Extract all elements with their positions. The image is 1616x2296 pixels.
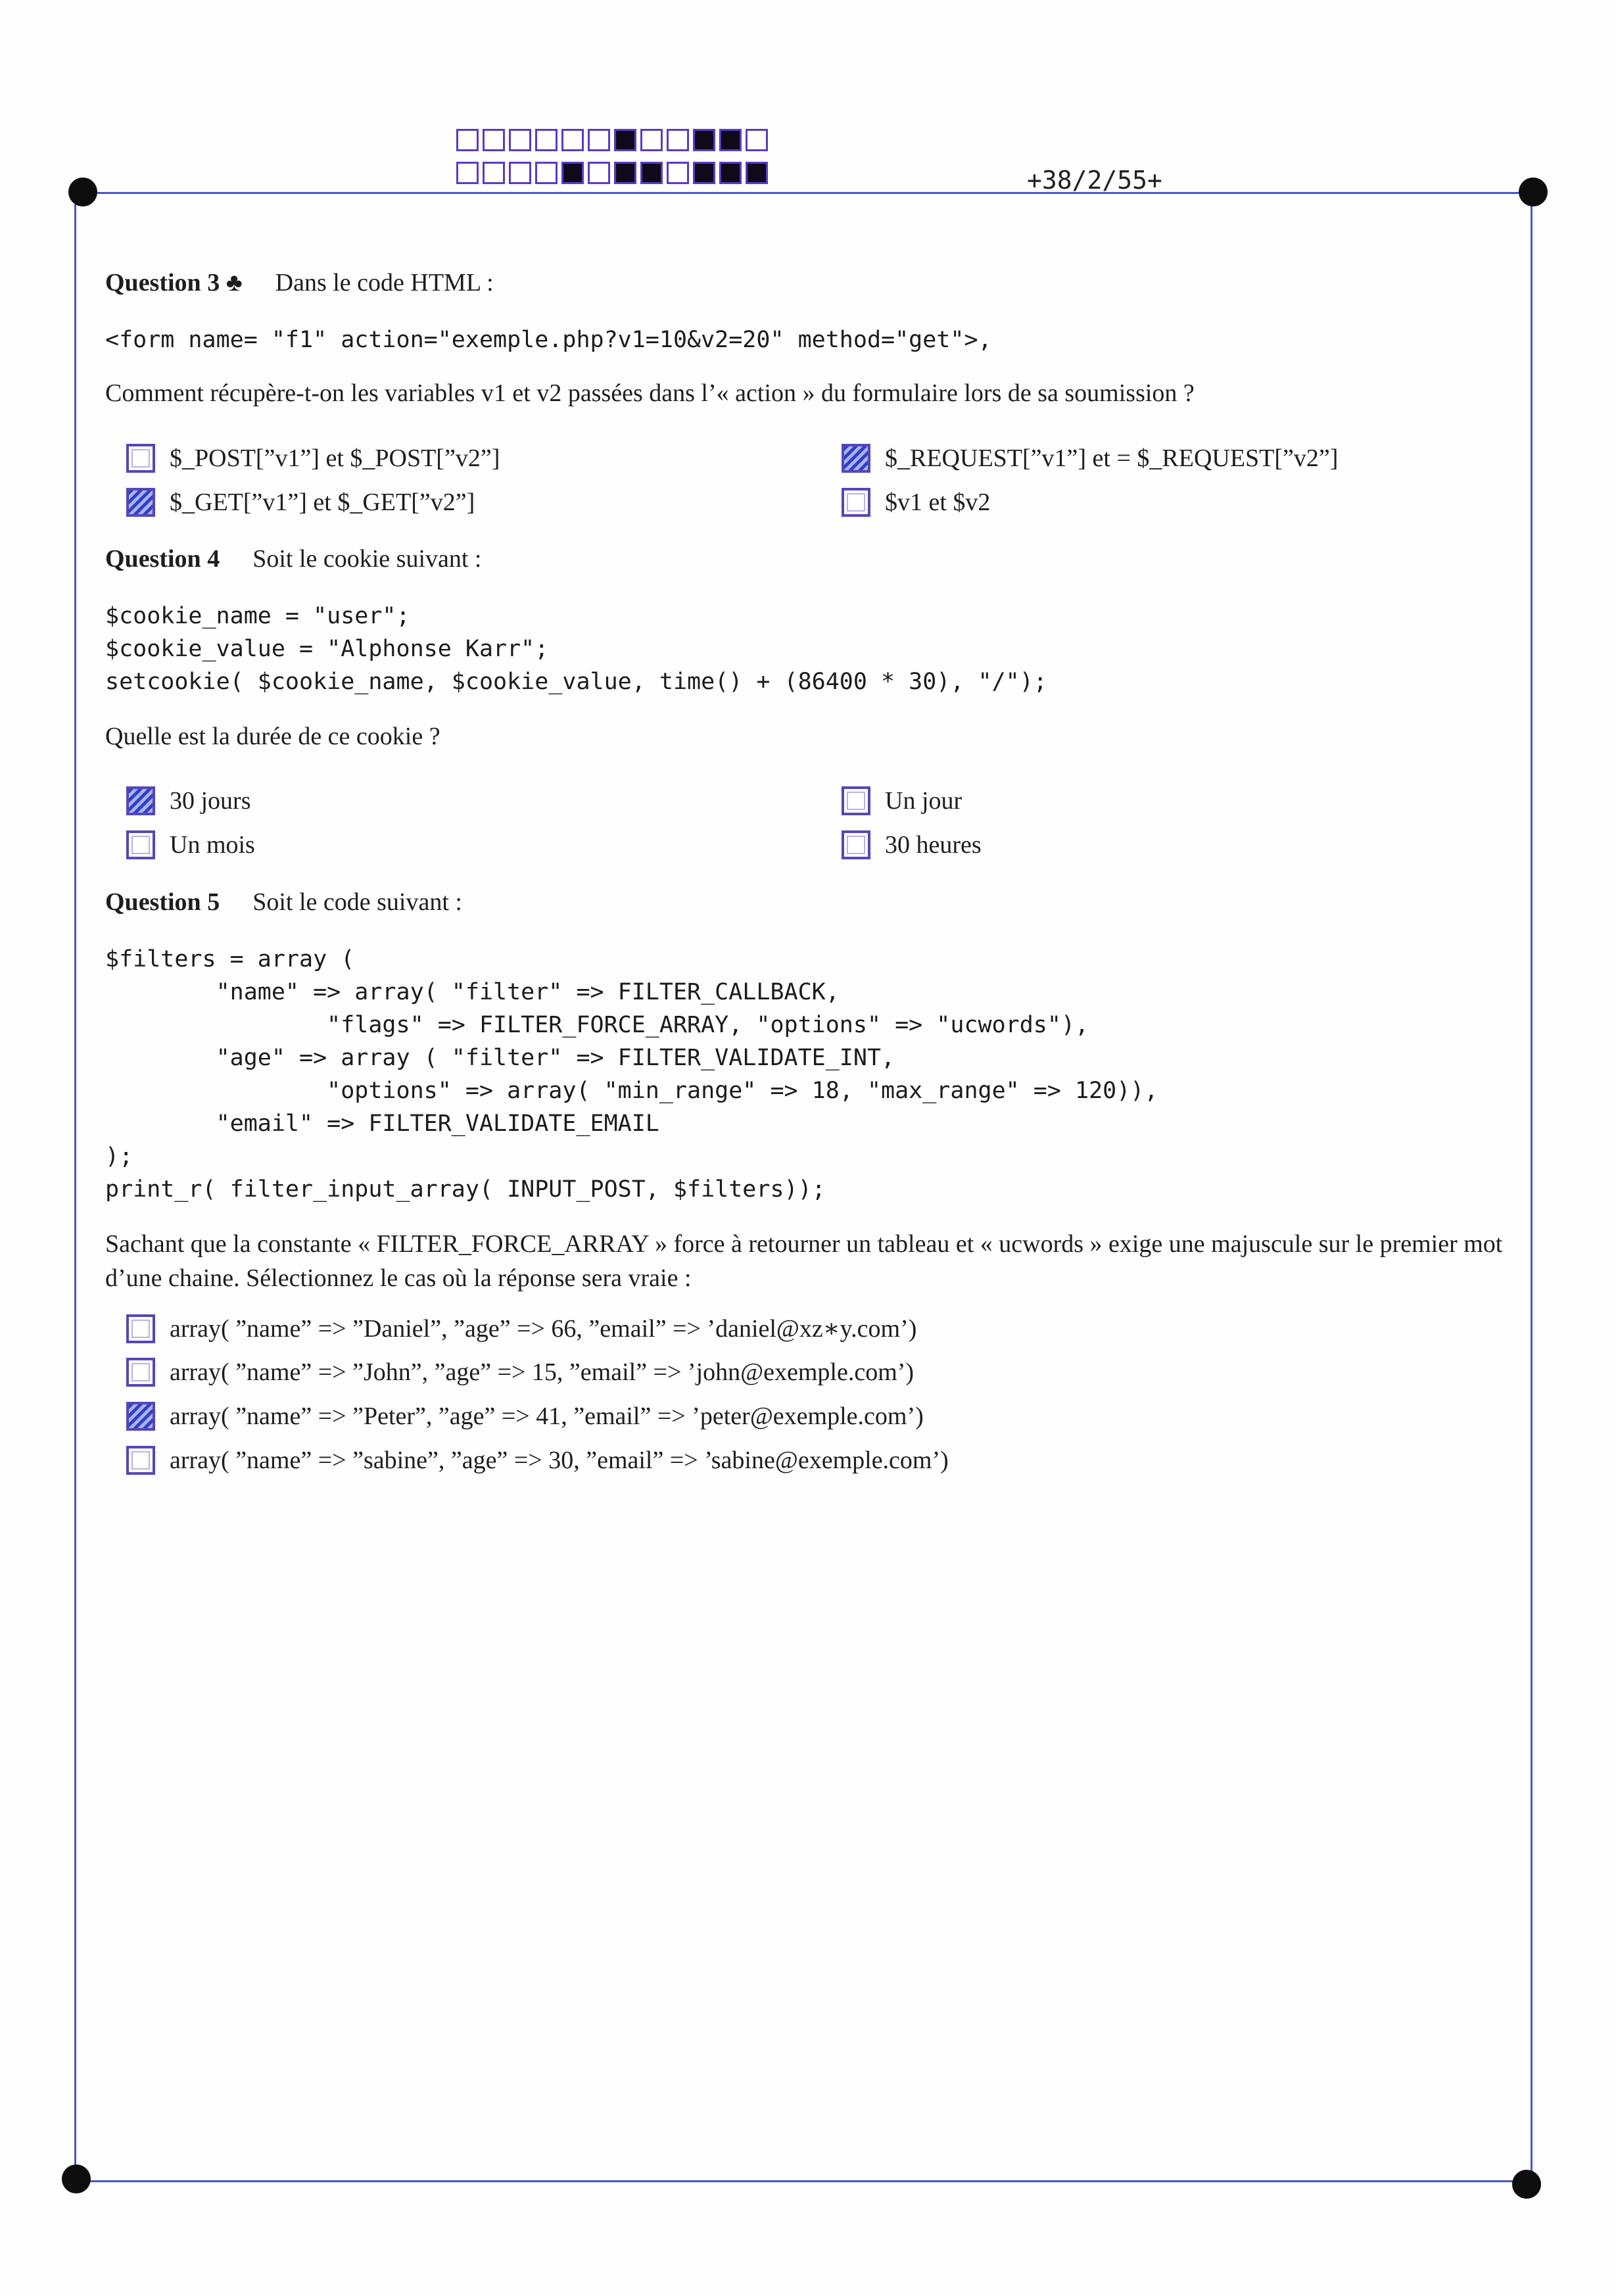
code-cell	[667, 129, 689, 151]
code-cell	[640, 162, 663, 184]
q5-choice-2[interactable]	[126, 1358, 914, 1387]
question-5-title	[105, 888, 462, 917]
choice-label: $_POST[”v1”] et $_POST[”v2”]	[170, 444, 500, 472]
code-cell	[693, 129, 715, 151]
code-cell	[588, 162, 610, 184]
code-cell	[746, 162, 768, 184]
code-cell	[614, 129, 636, 151]
choice-label: $_GET[”v1”] et $_GET[”v2”]	[170, 489, 475, 516]
q3-choice-2[interactable]	[126, 488, 475, 517]
binary-code-row-2	[456, 162, 772, 184]
checkbox[interactable]	[126, 1358, 155, 1387]
corner-mark-bottom-right	[1512, 2170, 1541, 2199]
choice-label: $v1 et $v2	[885, 489, 991, 516]
code-cell	[509, 162, 531, 184]
code-cell	[456, 162, 479, 184]
choice-label: array( ”name” => ”sabine”, ”age” => 30, ”email” => ’sabine@exemple.com’)	[170, 1447, 949, 1474]
choice-label: array( ”name” => ”Peter”, ”age” => 41, ”email” => ’peter@exemple.com’)	[170, 1402, 924, 1430]
code-cell	[456, 129, 479, 151]
choice-label: array( ”name” => ”Daniel”, ”age” => 66, ”email” => ’daniel@xz∗y.com’)	[170, 1315, 917, 1343]
question-label: Question 4	[105, 545, 220, 573]
question-5-code: $filters = array ( "name" => array( "filter" => FILTER_CALLBACK, "flags" => FILTER_FORCE_ARRAY, "options" => "ucwords"), "age" => array ( "filter" => FILTER_VALIDATE_INT, "options" => array( "min_range" => 18, "max_range" => 120)), "email" => FILTER_VALIDATE_EMAIL ); print_r( filter_input_array( INPUT_POST, $filters));	[105, 946, 1158, 1203]
checkbox[interactable]	[126, 1446, 155, 1475]
code-cell	[535, 129, 558, 151]
question-text: Soit le cookie suivant :	[252, 545, 482, 573]
choice-label: Un jour	[885, 787, 962, 815]
choice-label: $_REQUEST[”v1”] et = $_REQUEST[”v2”]	[885, 444, 1339, 472]
question-label: Question 5	[105, 888, 220, 916]
choice-label: Un mois	[170, 831, 255, 859]
frame-left	[74, 192, 76, 2180]
checkbox[interactable]	[126, 830, 155, 859]
choice-label: 30 jours	[170, 787, 251, 815]
question-text: Dans le code HTML :	[275, 269, 494, 297]
corner-mark-bottom-left	[62, 2164, 91, 2193]
code-cell	[614, 162, 636, 184]
code-cell	[719, 129, 742, 151]
q5-choice-1[interactable]	[126, 1314, 916, 1343]
corner-mark-top-right	[1519, 178, 1548, 206]
code-cell	[640, 129, 663, 151]
question-3-prompt: Comment récupère-t-on les variables v1 et v2 passées dans l’« action » du formulaire lors de sa soumission ?	[105, 379, 1195, 407]
checkbox[interactable]	[126, 444, 155, 473]
q4-choice-3[interactable]	[842, 786, 962, 815]
question-text: Soit le code suivant :	[252, 888, 462, 916]
choice-label: 30 heures	[885, 831, 982, 859]
question-4-title	[105, 544, 482, 573]
question-4-code: $cookie_name = "user"; $cookie_value = "Alphonse Karr"; setcookie( $cookie_name, $cookie_value, time() + (86400 * 30), "/");	[105, 603, 1047, 695]
choice-label: array( ”name” => ”John”, ”age” => 15, ”email” => ’john@exemple.com’)	[170, 1358, 915, 1386]
code-cell	[561, 129, 584, 151]
binary-code-row-1	[456, 129, 772, 151]
q3-choice-3[interactable]	[842, 444, 1338, 473]
question-4-prompt: Quelle est la durée de ce cookie ?	[105, 723, 440, 750]
q4-choice-1[interactable]	[126, 786, 251, 815]
q3-choice-1[interactable]	[126, 444, 500, 473]
checkbox[interactable]	[842, 444, 870, 473]
code-cell	[693, 162, 715, 184]
q5-choice-3[interactable]	[126, 1402, 924, 1431]
frame-right	[1531, 192, 1533, 2180]
code-cell	[588, 129, 610, 151]
q4-choice-2[interactable]	[126, 830, 255, 859]
code-cell	[561, 162, 584, 184]
page-id: +38/2/55+	[1027, 166, 1162, 195]
frame-top	[84, 192, 1533, 194]
code-cell	[535, 162, 558, 184]
question-5-prompt: Sachant que la constante « FILTER_FORCE_ARRAY » force à retourner un tableau et « ucwords » exige une majuscule sur le premier mot d’une chaine. Sélectionnez le cas où la réponse sera vraie :	[105, 1230, 1503, 1292]
checkbox[interactable]	[126, 1402, 155, 1431]
checkbox[interactable]	[126, 488, 155, 517]
checkbox[interactable]	[126, 786, 155, 815]
question-3-title	[105, 268, 494, 297]
question-label: Question 3 ♣	[105, 269, 243, 297]
code-cell	[667, 162, 689, 184]
q5-choice-4[interactable]	[126, 1446, 949, 1475]
code-cell	[483, 162, 505, 184]
question-3-code: <form name= "f1" action="exemple.php?v1=10&v2=20" method="get">,	[105, 327, 992, 353]
corner-mark-top-left	[68, 178, 97, 206]
q4-choice-4[interactable]	[842, 830, 982, 859]
checkbox[interactable]	[842, 786, 870, 815]
checkbox[interactable]	[842, 488, 870, 517]
checkbox[interactable]	[126, 1314, 155, 1343]
code-cell	[509, 129, 531, 151]
code-cell	[719, 162, 742, 184]
code-cell	[483, 129, 505, 151]
code-cell	[746, 129, 768, 151]
checkbox[interactable]	[842, 830, 870, 859]
frame-bottom	[84, 2180, 1531, 2182]
q3-choice-4[interactable]	[842, 488, 990, 517]
